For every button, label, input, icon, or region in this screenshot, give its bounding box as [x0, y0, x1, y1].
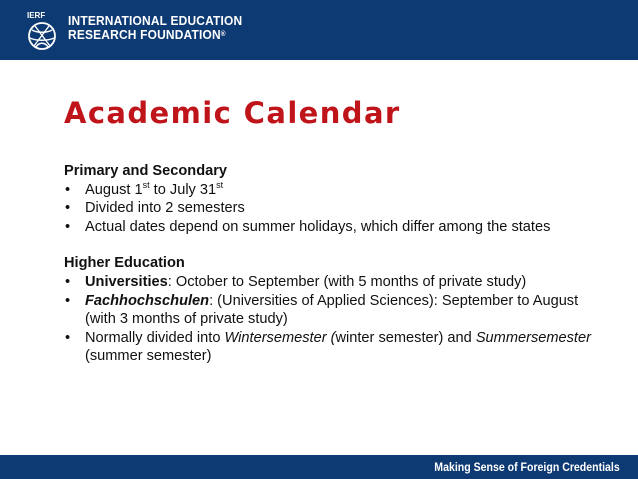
globe-icon — [26, 9, 62, 53]
list-item: • Universities: October to September (with 5 months of private study) — [64, 273, 594, 292]
list-item: • Normally divided into Wintersemester (winter semester) and Summersemester (summer semester) — [64, 329, 594, 366]
list-item: • Divided into 2 semesters — [64, 199, 594, 218]
slide-content — [64, 162, 594, 366]
primary-list — [64, 181, 594, 237]
org-name-line1: INTERNATIONAL EDUCATION — [68, 13, 243, 28]
primary-heading: Primary and Secondary — [64, 163, 228, 179]
footer-tagline: Making Sense of Foreign Credentials — [434, 460, 620, 474]
higher-list — [64, 273, 594, 366]
organization-name — [68, 14, 242, 42]
list-item: • Actual dates depend on summer holidays, which differ among the states — [64, 218, 594, 237]
header-bar — [0, 0, 638, 60]
org-name-line2: RESEARCH FOUNDATION — [68, 27, 221, 42]
higher-heading: Higher Education — [64, 255, 185, 272]
list-item: • Fachhochschulen: (Universities of Applied Sciences): September to August (with 3 months of private study) — [64, 292, 594, 329]
list-item: • August 1st to July 31st — [64, 181, 594, 200]
slide-title: Academic Calendar — [64, 96, 401, 130]
logo-text: IERF — [27, 11, 46, 20]
footer-bar — [0, 455, 638, 479]
registered-mark: ® — [220, 31, 226, 38]
